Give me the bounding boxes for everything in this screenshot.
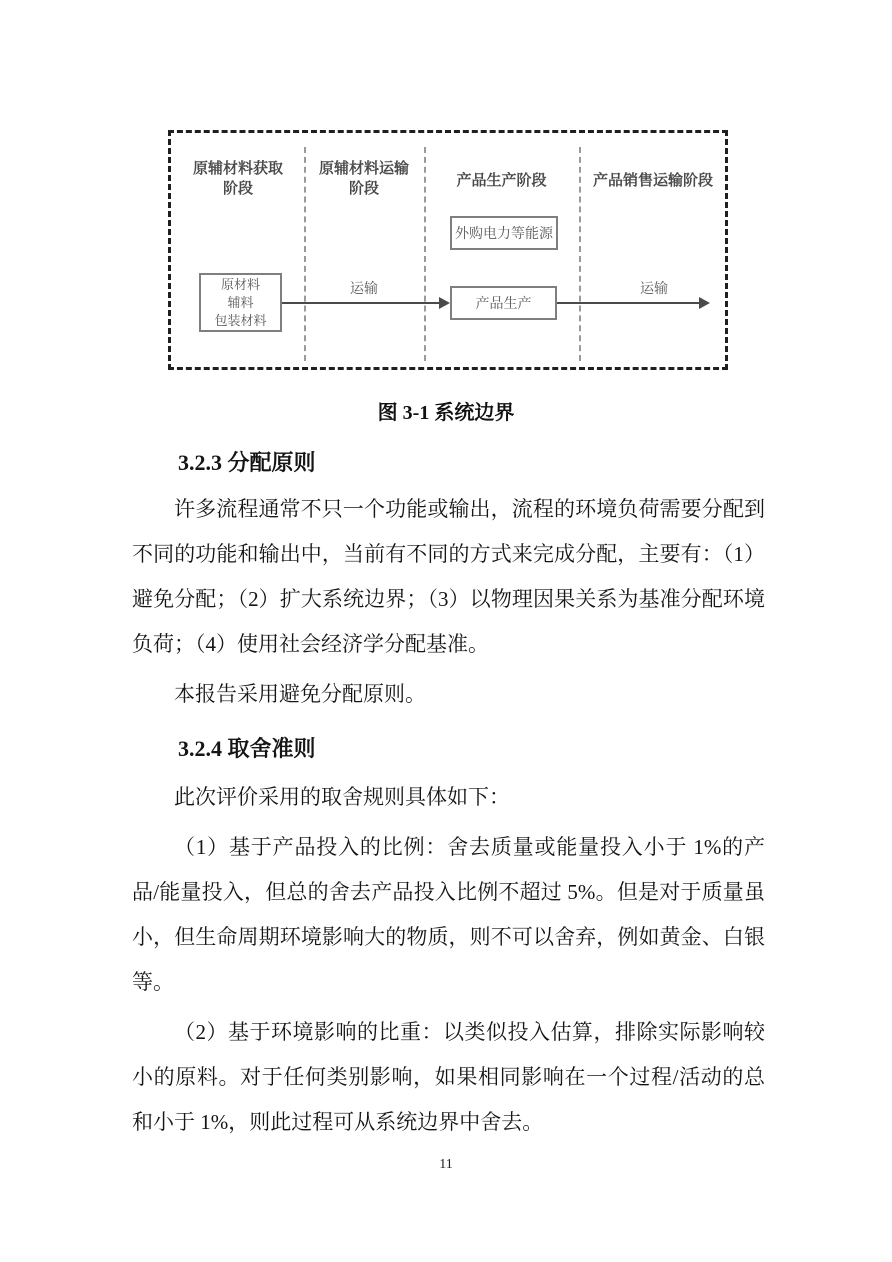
energy-box: 外购电力等能源 <box>450 216 558 250</box>
paragraph: （2）基于环境影响的比重：以类似投入估算，排除实际影响较小的原料。对于任何类别影响，如果相同影响在一个过程/活动的总和小于 1%，则此过程可从系统边界中舍去。 <box>132 1020 765 1134</box>
system-boundary-diagram <box>168 130 728 370</box>
figure-caption: 图 3-1 系统边界 <box>377 402 515 424</box>
production-box: 产品生产 <box>450 286 557 320</box>
flow-arrow-1 <box>282 302 440 304</box>
materials-box <box>199 273 282 332</box>
paragraph: 许多流程通常不只一个功能或输出，流程的环境负荷需要分配到不同的功能和输出中，当前有不同的方式来完成分配，主要有：（1）避免分配；（2）扩大系统边界；（3）以物理因果关系为基准分配环境负荷；（4）使用社会经济学分配基准。 <box>132 497 765 656</box>
transport-label-2: 运输 <box>640 280 668 296</box>
stage-header-production: 产品生产阶段 <box>456 172 547 189</box>
stage-header-line: 原辅材料获取 <box>192 160 283 177</box>
materials-box-line: 原材料 <box>220 276 260 292</box>
flow-arrow-2 <box>557 302 700 304</box>
stage-header-transport <box>305 159 423 199</box>
body-text <box>132 440 765 1150</box>
transport-label-1: 运输 <box>350 280 378 296</box>
paragraph: 本报告采用避免分配原则。 <box>174 682 426 706</box>
stage-header-sales-transport: 产品销售运输阶段 <box>592 172 713 189</box>
stage-header-line: 原辅材料运输 <box>318 160 409 177</box>
paragraph: 此次评价采用的取舍规则具体如下： <box>174 785 510 809</box>
paragraph: （1）基于产品投入的比例：舍去质量或能量投入小于 1%的产品/能量投入，但总的舍去产品投入比例不超过 5%。但是对于质量虽小，但生命周期环境影响大的物质，则不可以舍弃，例如黄金、白银等。 <box>132 835 765 994</box>
materials-box-line: 包装材料 <box>214 312 267 328</box>
section-heading-323: 3.2.3 分配原则 <box>178 450 316 475</box>
section-heading-324: 3.2.4 取舍准则 <box>178 736 316 761</box>
stage-header-acquisition <box>173 159 303 199</box>
stage-header-line: 阶段 <box>222 180 253 197</box>
stage-header-line: 阶段 <box>348 180 379 197</box>
page-number: 11 <box>439 1157 453 1172</box>
materials-box-line: 辅料 <box>227 294 254 310</box>
